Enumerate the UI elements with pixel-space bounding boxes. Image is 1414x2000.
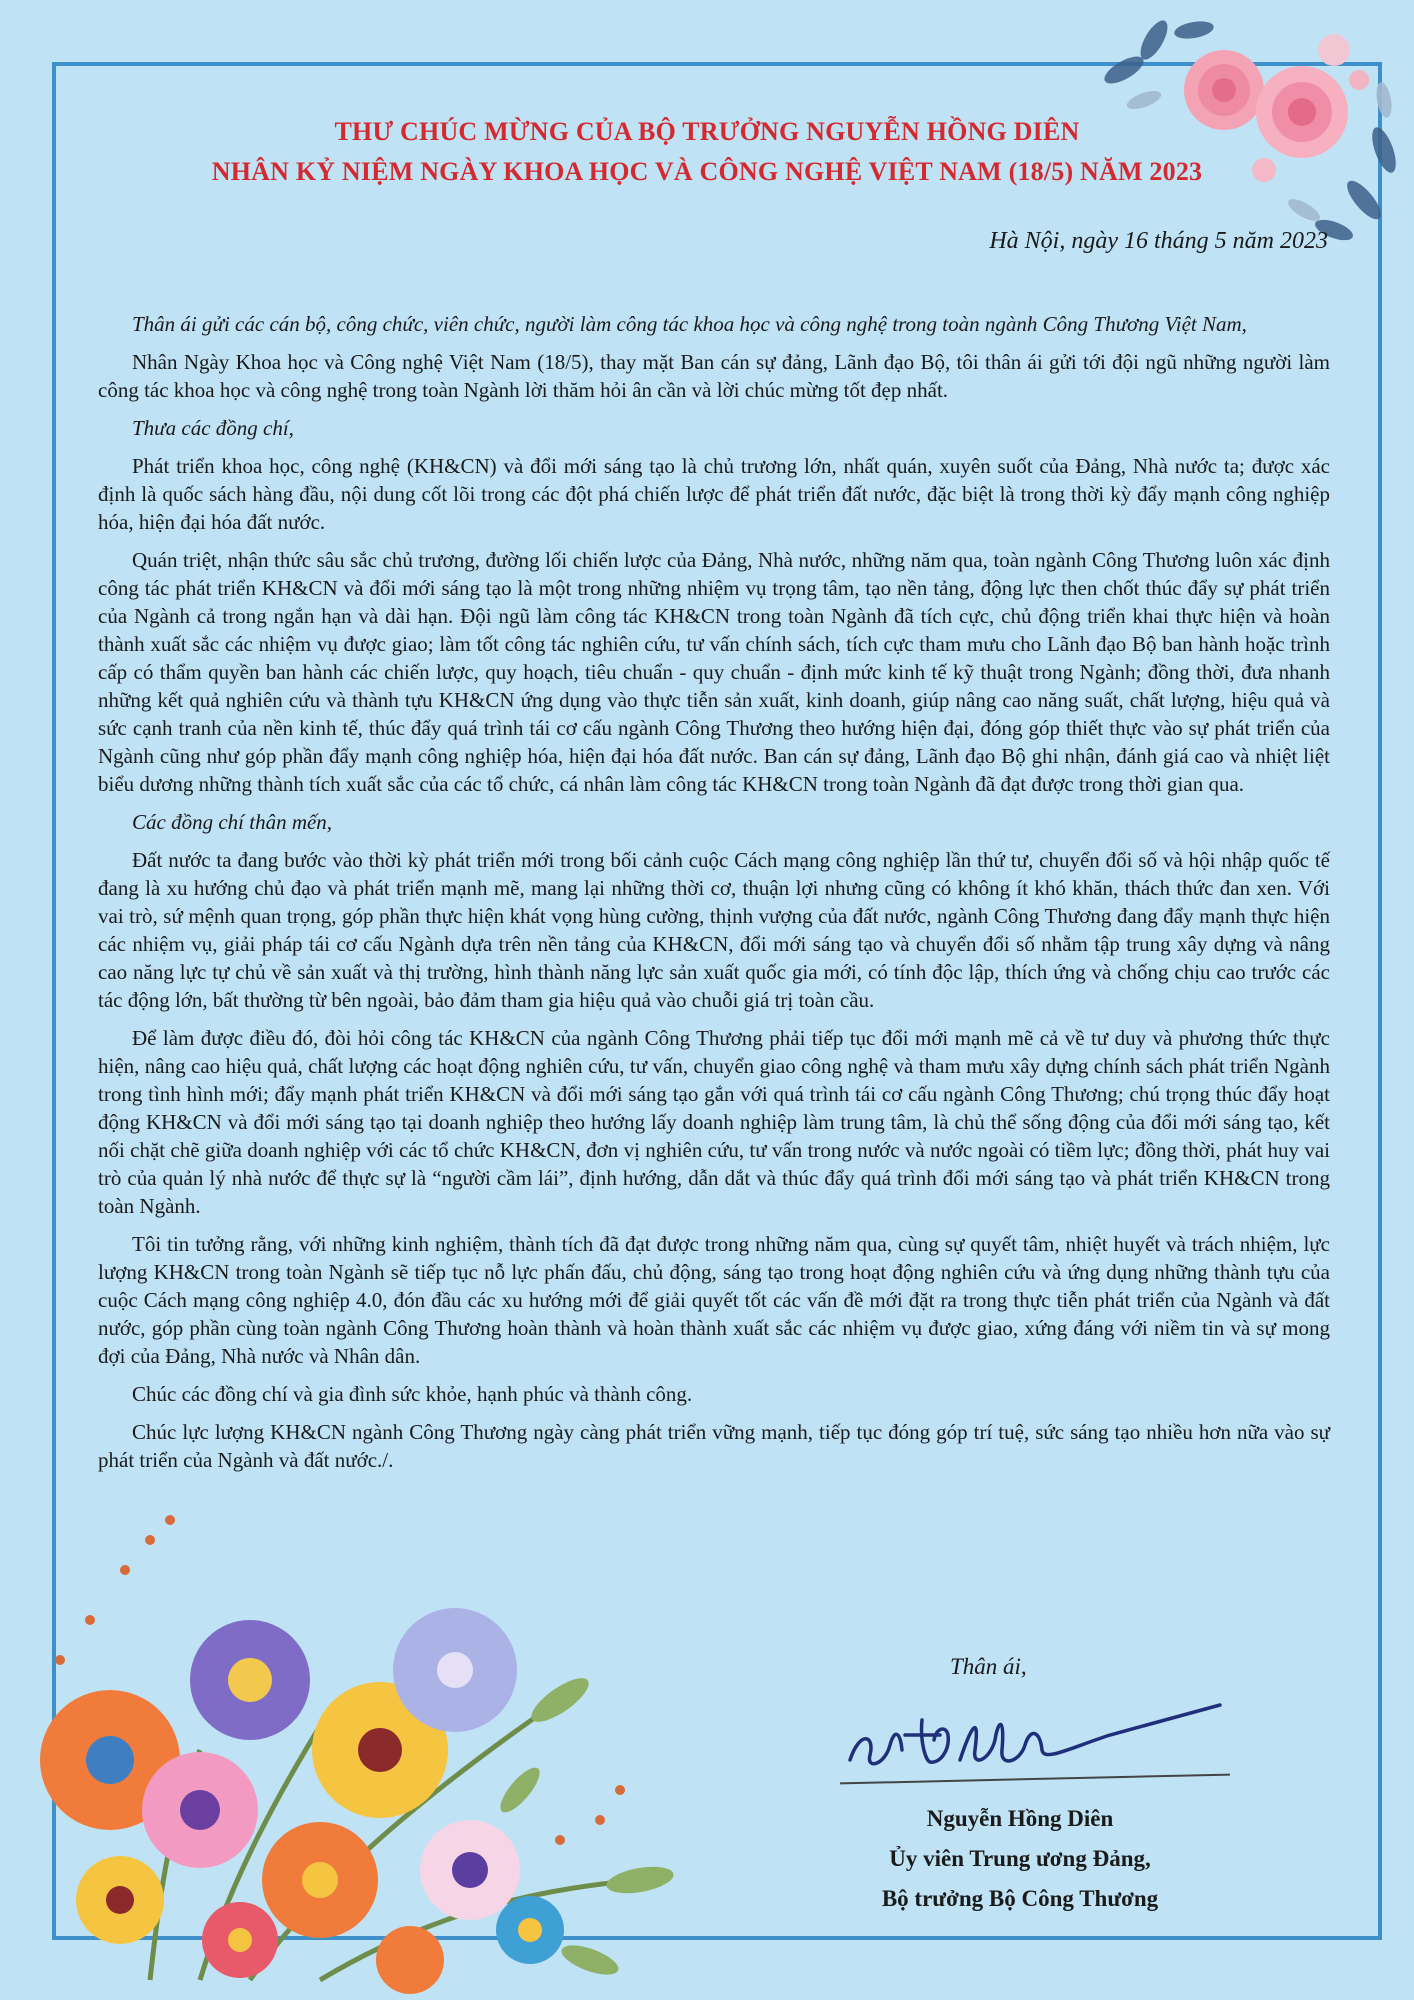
paragraph-5: Để làm được điều đó, đòi hỏi công tác KH&CN của ngành Công Thương phải tiếp tục đổi mới mạnh mẽ cả về tư duy và phương thức thực hiện, nâng cao hiệu quả, chất lượng các hoạt động nghiên cứu, tư vấn, chuyển giao công nghệ và tham mưu xây dựng chính sách phát triển Ngành trong tình hình mới; đẩy mạnh phát triển KH&CN và đổi mới sáng tạo gắn với quá trình tái cơ cấu ngành Công Thương; chú trọng thúc đẩy hoạt động KH&CN và đổi mới sáng tạo tại doanh nghiệp theo hướng lấy doanh nghiệp làm trung tâm, là chủ thể sống động của đổi mới sáng tạo, kết nối chặt chẽ giữa doanh nghiệp với các tổ chức KH&CN, đơn vị nghiên cứu, tư vấn trong nước và nước ngoài có tiềm lực; đồng thời, phát huy vai trò của quản lý nhà nước để thực sự là “người cầm lái”, định hướng, dẫn dắt và thúc đẩy quá trình đổi mới sáng tạo và phát triển KH&CN trong toàn Ngành.: [98, 1026, 1330, 1218]
paragraph-4: Đất nước ta đang bước vào thời kỳ phát triển mới trong bối cảnh cuộc Cách mạng công nghiệp lần thứ tư, chuyển đổi số và hội nhập quốc tế đang là xu hướng chủ đạo và phát triển mạnh mẽ, mang lại những thời cơ, thuận lợi nhưng cũng có không ít khó khăn, thách thức đan xen. Với vai trò, sứ mệnh quan trọng, góp phần thực hiện khát vọng hùng cường, thịnh vượng của đất nước, ngành Công Thương đang đẩy mạnh thực hiện các nhiệm vụ, giải pháp tái cơ cấu Ngành dựa trên nền tảng của KH&CN, đổi mới sáng tạo và chuyển đổi số nhằm tập trung xây dựng và nâng cao năng lực tự chủ về sản xuất và thị trường, hình thành năng lực sản xuất quốc gia mới, có tính độc lập, thích ứng và chống chịu cao trước các tác động lớn, bất thường từ bên ngoài, bảo đảm tham gia hiệu quả vào chuỗi giá trị toàn cầu.: [98, 848, 1330, 1012]
paragraph-2: Phát triển khoa học, công nghệ (KH&CN) và đổi mới sáng tạo là chủ trương lớn, nhất quán, xuyên suốt của Đảng, Nhà nước ta; được xác định là quốc sách hàng đầu, nội dung cốt lõi trong các đột phá chiến lược để phát triển đất nước, đặc biệt là trong thời kỳ đẩy mạnh công nghiệp hóa, hiện đại hóa đất nước.: [98, 454, 1330, 534]
title-line-2: NHÂN KỶ NIỆM NGÀY KHOA HỌC VÀ CÔNG NGHỆ VIỆT NAM (18/5) NĂM 2023: [211, 157, 1203, 186]
title-line-1: THƯ CHÚC MỪNG CỦA BỘ TRƯỞNG NGUYỄN HỒNG DIÊN: [334, 117, 1080, 146]
signer-position-2: Bộ trưởng Bộ Công Thương: [881, 1886, 1159, 1911]
signer-name: Nguyễn Hồng Diên: [926, 1806, 1114, 1831]
letter-title: [0, 112, 1414, 192]
paragraph-1: Nhân Ngày Khoa học và Công nghệ Việt Nam (18/5), thay mặt Ban cán sự đảng, Lãnh đạo Bộ, tôi thân ái gửi tới đội ngũ những người làm công tác khoa học và công nghệ trong toàn Ngành lời thăm hỏi ân cần và lời chúc mừng tốt đẹp nhất.: [98, 350, 1330, 402]
flower-bouquet-icon: [0, 1460, 740, 2000]
address-2: Các đồng chí thân mến,: [132, 810, 333, 834]
address-1: Thưa các đồng chí,: [132, 416, 294, 440]
salutation: Thân ái gửi các cán bộ, công chức, viên chức, người làm công tác khoa học và công nghệ trong toàn ngành Công Thương Việt Nam,: [132, 312, 1247, 336]
letter-body: [98, 310, 1330, 1484]
closing-greeting: Thân ái,: [950, 1654, 1027, 1679]
paragraph-6: Tôi tin tưởng rằng, với những kinh nghiệm, thành tích đã đạt được trong những năm qua, cùng sự quyết tâm, nhiệt huyết và trách nhiệm, lực lượng KH&CN trong toàn Ngành sẽ tiếp tục nỗ lực phấn đấu, chủ động, sáng tạo trong hoạt động nghiên cứu và ứng dụng những thành tựu của cuộc Cách mạng công nghiệp 4.0, đón đầu các xu hướng mới để giải quyết tốt các vấn đề mới đặt ra trong thực tiễn phát triển của Ngành và đất nước, góp phần cùng toàn ngành Công Thương hoàn thành và hoàn thành xuất sắc các nhiệm vụ được giao, xứng đáng với niềm tin và sự mong đợi của Đảng, Nhà nước và Nhân dân.: [98, 1232, 1330, 1368]
signer-position-1: Ủy viên Trung ương Đảng,: [889, 1846, 1151, 1871]
paragraph-8: Chúc lực lượng KH&CN ngành Công Thương ngày càng phát triển vững mạnh, tiếp tục đóng góp trí tuệ, sức sáng tạo nhiều hơn nữa vào sự phát triển của Ngành và đất nước./.: [98, 1420, 1330, 1472]
letter-date: Hà Nội, ngày 16 tháng 5 năm 2023: [989, 228, 1328, 254]
paragraph-7: Chúc các đồng chí và gia đình sức khỏe, hạnh phúc và thành công.: [132, 1382, 693, 1406]
paragraph-3: Quán triệt, nhận thức sâu sắc chủ trương, đường lối chiến lược của Đảng, Nhà nước, những năm qua, toàn ngành Công Thương luôn xác định công tác phát triển KH&CN và đổi mới sáng tạo là một trong những nhiệm vụ trọng tâm, tạo nền tảng, động lực then chốt thúc đẩy sự phát triển của Ngành cả trong ngắn hạn và dài hạn. Đội ngũ làm công tác KH&CN trong toàn Ngành đã tích cực, chủ động triển khai thực hiện và hoàn thành xuất sắc các nhiệm vụ được giao; làm tốt công tác nghiên cứu, tư vấn chính sách, tích cực tham mưu cho Lãnh đạo Bộ ban hành hoặc trình cấp có thẩm quyền ban hành các chiến lược, quy hoạch, tiêu chuẩn - quy chuẩn - định mức kinh tế kỹ thuật trong Ngành; đồng thời, đưa nhanh những kết quả nghiên cứu và thành tựu KH&CN ứng dụng vào thực tiễn sản xuất, kinh doanh, giúp nâng cao năng suất, chất lượng, hiệu quả và sức cạnh tranh của nền kinh tế, thúc đẩy quá trình tái cơ cấu ngành Công Thương theo hướng hiện đại, đóng góp thiết thực vào sự phát triển của Ngành cũng như góp phần đẩy mạnh công nghiệp hóa, hiện đại hóa đất nước. Ban cán sự đảng, Lãnh đạo Bộ ghi nhận, đánh giá cao và nhiệt liệt biểu dương những thành tích xuất sắc của các tổ chức, cá nhân làm công tác KH&CN trong toàn Ngành đã đạt được trong thời gian qua.: [98, 548, 1330, 796]
